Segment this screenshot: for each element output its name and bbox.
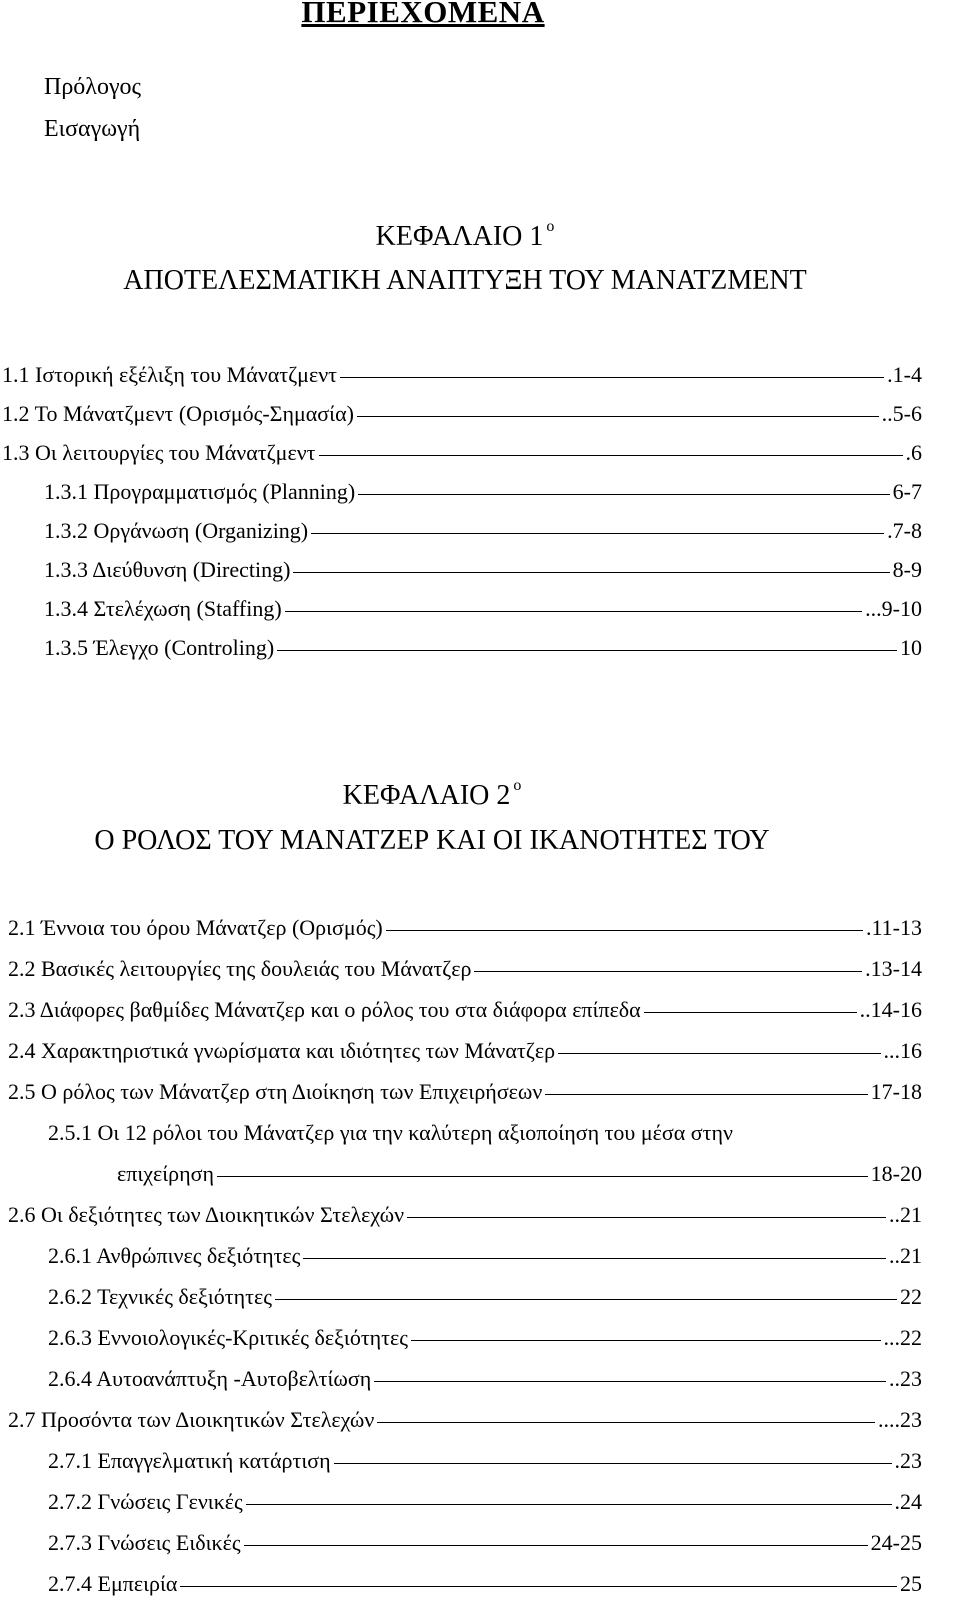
toc-leader bbox=[246, 1504, 892, 1505]
toc-page-number: ...16 bbox=[883, 1038, 922, 1063]
toc-entry-title: 1.3.5 Έλεγχο (Controling) bbox=[44, 635, 275, 660]
toc-entry-title: 1.3.2 Οργάνωση (Organizing) bbox=[44, 518, 309, 543]
toc-leader bbox=[357, 416, 879, 417]
toc-entry-2-3 bbox=[8, 995, 922, 1025]
toc-entry-title: 2.5 Ο ρόλος των Μάνατζερ στη Διοίκηση των Επιχειρήσεων bbox=[8, 1079, 543, 1104]
toc-leader bbox=[275, 1299, 897, 1300]
document-title: ΠΕΡΙΕΧΟΜΕΝΑ bbox=[301, 0, 545, 29]
toc-entry-title: 2.1 Έννοια του όρου Μάνατζερ (Ορισμός) bbox=[8, 915, 383, 940]
toc-leader bbox=[334, 1463, 892, 1464]
toc-entry-title: 2.7 Προσόντα των Διοικητικών Στελεχών bbox=[8, 1407, 375, 1432]
toc-entry-2-5-1 bbox=[117, 1159, 922, 1189]
toc-page-number: ...9-10 bbox=[865, 596, 922, 621]
chapter2-ordinal: ο bbox=[513, 777, 522, 794]
toc-entry-1-3-1 bbox=[44, 477, 922, 507]
toc-page-number: 10 bbox=[900, 635, 922, 660]
toc-page-number: .1-4 bbox=[887, 362, 922, 387]
toc-leader bbox=[244, 1545, 868, 1546]
toc-entry-2-6 bbox=[8, 1200, 922, 1230]
toc-entry-2-6-2 bbox=[48, 1282, 922, 1312]
toc-entry-2-1 bbox=[8, 913, 922, 943]
toc-leader bbox=[377, 1422, 875, 1423]
chapter1-title: ΑΠΟΤΕΛΕΣΜΑΤΙΚΗ ΑΝΑΠΤΥΞΗ ΤΟΥ ΜΑΝΑΤΖΜΕΝΤ bbox=[123, 265, 807, 296]
toc-page-number: 6-7 bbox=[892, 479, 922, 504]
toc-leader bbox=[374, 1381, 886, 1382]
toc-page-number: ....23 bbox=[878, 1407, 922, 1432]
toc-entry-2-5 bbox=[8, 1077, 922, 1107]
toc-entry-2-2 bbox=[8, 954, 922, 984]
toc-entry-2-6-1 bbox=[48, 1241, 922, 1271]
toc-leader bbox=[180, 1586, 897, 1587]
toc-leader bbox=[277, 650, 897, 651]
toc-page-number: ..5-6 bbox=[881, 401, 922, 426]
chapter1-label bbox=[0, 218, 945, 253]
toc-entry-title: 1.3.3 Διεύθυνση (Directing) bbox=[44, 557, 291, 582]
toc-page-number: .7-8 bbox=[887, 518, 922, 543]
toc-page-number: ..21 bbox=[889, 1202, 922, 1227]
toc-entry-title: 1.1 Ιστορική εξέλιξη του Μάνατζμεντ bbox=[2, 362, 337, 387]
toc-page-number: .11-13 bbox=[865, 915, 922, 940]
toc-entry-2-5-1-title: 2.5.1 Οι 12 ρόλοι του Μάνατζερ για την καλύτερη αξιοποίηση του μέσα στην bbox=[48, 1120, 733, 1145]
front-matter-introduction: Εισαγωγή bbox=[44, 116, 141, 142]
toc-entry-title: 1.3.1 Προγραμματισμός (Planning) bbox=[44, 479, 356, 504]
toc-entry-title: 2.2 Βασικές λειτουργίες της δουλειάς του Μάνατζερ bbox=[8, 956, 472, 981]
toc-entry-title: 2.4 Χαρακτηριστικά γνωρίσματα και ιδιότητες των Μάνατζερ bbox=[8, 1038, 556, 1063]
toc-page-number: .23 bbox=[894, 1448, 922, 1473]
toc-leader bbox=[545, 1094, 867, 1095]
toc-page-number: 25 bbox=[900, 1571, 922, 1596]
toc-leader bbox=[311, 533, 884, 534]
toc-entry-title: 2.3 Διάφορες βαθμίδες Μάνατζερ και ο ρόλος του στα διάφορα επίπεδα bbox=[8, 997, 641, 1022]
toc-entry-title: 2.7.4 Εμπειρία bbox=[48, 1571, 178, 1596]
toc-page-number: 8-9 bbox=[892, 557, 922, 582]
toc-page-number: 22 bbox=[900, 1284, 922, 1309]
toc-entry-1-3 bbox=[2, 438, 922, 468]
toc-leader bbox=[358, 494, 889, 495]
toc-leader bbox=[411, 1340, 881, 1341]
toc-leader bbox=[217, 1176, 868, 1177]
toc-leader bbox=[293, 572, 889, 573]
toc-leader bbox=[386, 930, 863, 931]
front-matter-prologue: Πρόλογος bbox=[44, 74, 142, 100]
toc-page-number: .13-14 bbox=[865, 956, 922, 981]
toc-page-number: ..14-16 bbox=[859, 997, 922, 1022]
toc-entry-2-7 bbox=[8, 1405, 922, 1435]
toc-page-number: 24-25 bbox=[870, 1530, 922, 1555]
toc-entry-1-3-4 bbox=[44, 594, 922, 624]
chapter1-ordinal: ο bbox=[546, 218, 555, 235]
toc-page-number: .24 bbox=[894, 1489, 922, 1514]
toc-entry-1-2 bbox=[2, 399, 922, 429]
toc-entry-title: 1.3.4 Στελέχωση (Staffing) bbox=[44, 596, 282, 621]
toc-entry-title: 2.7.2 Γνώσεις Γενικές bbox=[48, 1489, 243, 1514]
toc-leader bbox=[303, 1258, 886, 1259]
toc-page-number: 18-20 bbox=[870, 1161, 922, 1186]
toc-entry-2-7-4 bbox=[48, 1569, 922, 1599]
toc-entry-1-3-3 bbox=[44, 555, 922, 585]
toc-entry-2-6-4 bbox=[48, 1364, 922, 1394]
chapter2-title: Ο ΡΟΛΟΣ ΤΟΥ ΜΑΝΑΤΖΕΡ ΚΑΙ ΟΙ ΙΚΑΝΟΤΗΤΕΣ ΤΟΥ bbox=[94, 825, 770, 856]
toc-entry-2-7-1 bbox=[48, 1446, 922, 1476]
toc-page-number: ...22 bbox=[883, 1325, 922, 1350]
toc-entry-title: 2.6.4 Αυτοανάπτυξη -Αυτοβελτίωση bbox=[48, 1366, 372, 1391]
toc-entry-title: 2.6.1 Ανθρώπινες δεξιότητες bbox=[48, 1243, 301, 1268]
toc-entry-2-4 bbox=[8, 1036, 922, 1066]
chapter1-label-text: ΚΕΦΑΛΑΙΟ 1 bbox=[375, 221, 544, 252]
toc-leader bbox=[474, 971, 862, 972]
toc-entry-2-7-3 bbox=[48, 1528, 922, 1558]
toc-entry-1-3-5 bbox=[44, 633, 922, 663]
toc-entry-title: 2.7.1 Επαγγελματική κατάρτιση bbox=[48, 1448, 331, 1473]
toc-leader bbox=[285, 611, 863, 612]
toc-entry-title: 1.2 Το Μάνατζμεντ (Ορισμός-Σημασία) bbox=[2, 401, 354, 426]
toc-leader bbox=[407, 1217, 886, 1218]
toc-page-number: 17-18 bbox=[870, 1079, 922, 1104]
toc-leader bbox=[319, 455, 903, 456]
toc-entry-1-1 bbox=[2, 360, 922, 390]
toc-leader bbox=[644, 1012, 857, 1013]
toc-page-number: ..23 bbox=[889, 1366, 922, 1391]
toc-entry-title-continuation: επιχείρηση bbox=[117, 1161, 215, 1186]
toc-entry-2-7-2 bbox=[48, 1487, 922, 1517]
toc-page-number: ..21 bbox=[889, 1243, 922, 1268]
toc-leader bbox=[558, 1053, 880, 1054]
toc-entry-title: 2.6.2 Τεχνικές δεξιότητες bbox=[48, 1284, 272, 1309]
toc-page-number: .6 bbox=[905, 440, 922, 465]
toc-entry-title: 2.6.3 Εννοιολογικές-Κριτικές δεξιότητες bbox=[48, 1325, 408, 1350]
toc-entry-title: 2.6 Οι δεξιότητες των Διοικητικών Στελεχών bbox=[8, 1202, 405, 1227]
toc-entry-2-6-3 bbox=[48, 1323, 922, 1353]
toc-entry-title: 2.7.3 Γνώσεις Ειδικές bbox=[48, 1530, 241, 1555]
toc-leader bbox=[340, 377, 884, 378]
toc-entry-1-3-2 bbox=[44, 516, 922, 546]
toc-entry-title: 1.3 Οι λειτουργίες του Μάνατζμεντ bbox=[2, 440, 316, 465]
chapter2-label-text: ΚΕΦΑΛΑΙΟ 2 bbox=[342, 780, 511, 811]
chapter2-label bbox=[0, 777, 912, 812]
